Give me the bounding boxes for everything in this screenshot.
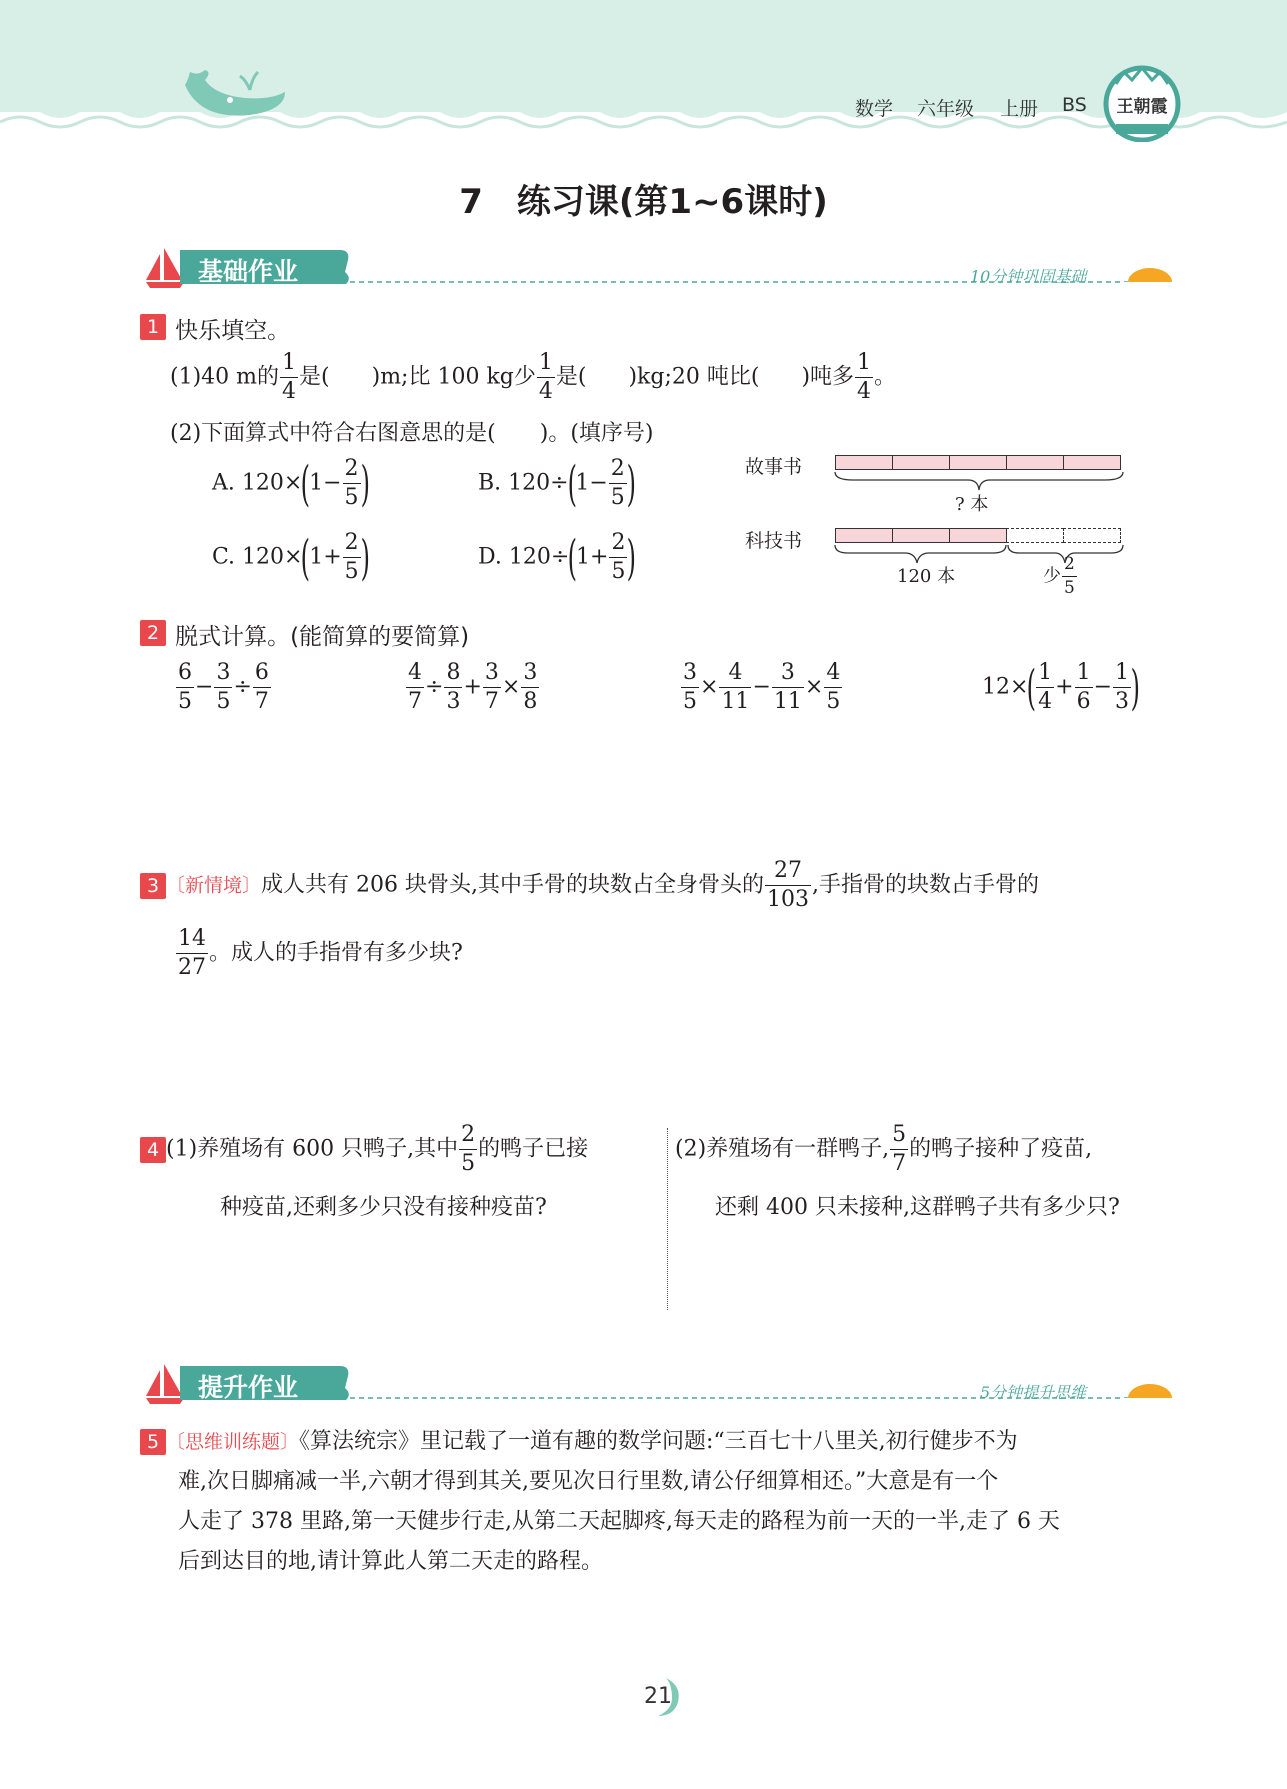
- page-title: 7 练习课(第1~6课时): [459, 182, 828, 222]
- option-label: D.: [478, 544, 502, 570]
- fraction-3-11: [772, 662, 804, 713]
- frac-num: 14: [176, 928, 208, 954]
- frac-num: 6: [176, 662, 194, 688]
- story-bar-segment: [835, 455, 893, 470]
- frac-den: 7: [408, 689, 422, 714]
- brand-logo: [1102, 62, 1182, 142]
- minus-sign: −: [195, 674, 214, 700]
- frac-den: 3: [1115, 689, 1130, 714]
- section-advanced-banner: [140, 1360, 1180, 1404]
- q5-number: 5: [140, 1429, 166, 1455]
- q4-right-line-2: 还剩 400 只未接种,这群鸭子共有多少只?: [715, 1195, 1120, 1220]
- story-bar-segment: [892, 455, 950, 470]
- fraction-1-4: [855, 352, 873, 403]
- frac-den: 5: [1064, 578, 1075, 598]
- q1-p1-text-b: 是(: [299, 364, 330, 390]
- option-op: −: [323, 470, 342, 496]
- option-one: 1: [309, 470, 324, 496]
- times-sign: ×: [804, 674, 824, 700]
- fraction-1-4: [280, 352, 298, 403]
- section-basic-subtitle: 10分钟巩固基础: [970, 267, 1087, 286]
- q5-tag: 〔思维训练题〕: [166, 1431, 300, 1453]
- frac-num: 5: [890, 1124, 908, 1150]
- story-bar-segment: [949, 455, 1007, 470]
- q1-option-b: B. 120÷(1− $\frac{2}{5}$ ): [478, 455, 636, 512]
- fraction-5-7: [890, 1124, 908, 1175]
- frac-num: 6: [253, 662, 271, 688]
- q4-divider: [667, 1128, 668, 1310]
- section-advanced-subtitle: 5分钟提升思维: [980, 1383, 1087, 1402]
- q3-text-b: ,手指骨的块数占手骨的: [812, 872, 1039, 898]
- fraction-6-7: [253, 662, 271, 713]
- q1-option-c: C. 120×(1+ $\frac{2}{5}$ ): [212, 529, 370, 586]
- q4-left-text-b: 的鸭子已接: [478, 1136, 589, 1162]
- frac-den: 5: [178, 689, 192, 714]
- fraction-8-3: [444, 662, 462, 713]
- frac-num: 3: [772, 662, 804, 688]
- q4-right-text-a: (2)养殖场有一群鸭子,: [675, 1136, 890, 1162]
- q2-number: 2: [140, 620, 166, 646]
- times-sign: ×: [501, 674, 521, 700]
- frac-den: 5: [461, 1151, 476, 1176]
- frac-den: 5: [683, 689, 697, 714]
- frac-num: 2: [343, 532, 361, 558]
- frac-den: 4: [538, 379, 553, 404]
- frac-den: 3: [446, 689, 461, 714]
- frac-num: 2: [343, 458, 361, 484]
- fraction-4-11: [719, 662, 751, 713]
- frac-num: 2: [1062, 556, 1077, 577]
- option-label: B.: [478, 470, 502, 496]
- volume-label: 上册: [1000, 98, 1039, 120]
- frac-den: 5: [610, 485, 625, 510]
- q1-part1: [170, 352, 896, 403]
- q3-line-2: [175, 928, 463, 979]
- frac-num: 1: [1075, 662, 1093, 688]
- tech-known-label: 120 本: [897, 566, 956, 587]
- option-one: 1: [309, 544, 324, 570]
- fraction-2-5: [459, 1124, 477, 1175]
- fraction-2-5: [1062, 556, 1077, 597]
- q1-number: 1: [140, 314, 166, 340]
- fraction-1-3: [1113, 662, 1131, 713]
- frac-num: 2: [609, 458, 627, 484]
- twelve-times: 12×: [982, 674, 1029, 700]
- option-one: 1: [575, 470, 590, 496]
- fraction-6-5: [176, 662, 194, 713]
- option-expr: 120÷: [508, 544, 570, 570]
- tech-bar-segment: [835, 528, 893, 543]
- tech-bar-segment: [892, 528, 950, 543]
- q1-p1-text-g: 。: [874, 364, 897, 390]
- q4-left-text-a: (1)养殖场有 600 只鸭子,其中: [166, 1136, 459, 1162]
- frac-num: 1: [1113, 662, 1131, 688]
- fraction-3-8: [521, 662, 539, 713]
- q1-title: 快乐填空。: [175, 318, 291, 344]
- frac-num: 3: [681, 662, 699, 688]
- q5-line-2: 难,次日脚痛减一半,六朝才得到其关,要见次日行里数,请公仔细算相还。”大意是有一个: [178, 1469, 999, 1494]
- fraction-2-5: [343, 532, 361, 583]
- frac-den: 11: [773, 689, 802, 714]
- frac-den: 27: [178, 955, 206, 980]
- tech-bar-segment-dashed: [1063, 528, 1121, 543]
- tech-label: 科技书: [745, 530, 803, 552]
- q3-number: 3: [140, 873, 166, 899]
- q4-right-text-b: 的鸭子接种了疫苗,: [909, 1136, 1093, 1162]
- divide-sign: ÷: [233, 674, 252, 700]
- frac-num: 27: [765, 860, 811, 886]
- divide-sign: ÷: [425, 674, 444, 700]
- frac-num: 8: [444, 662, 462, 688]
- q1-part2: (2)下面算式中符合右图意思的是( )。(填序号): [170, 421, 654, 446]
- frac-den: 7: [892, 1151, 907, 1176]
- q4-left-line-2: 种疫苗,还剩多少只没有接种疫苗?: [220, 1195, 547, 1220]
- frac-den: 8: [523, 689, 538, 714]
- option-expr: 120÷: [508, 470, 569, 496]
- option-label: A.: [212, 470, 235, 496]
- section-advanced-title: 提升作业: [198, 1373, 299, 1402]
- q1-p1-text-f: )吨多: [801, 364, 855, 390]
- section-basic-banner: [140, 244, 1180, 288]
- fraction-14-27: [176, 928, 208, 979]
- q1-heading: [140, 312, 290, 345]
- q5-line-1: [140, 1424, 1018, 1455]
- fraction-1-4: [1036, 662, 1054, 713]
- page-number: 21: [644, 1684, 672, 1709]
- frac-den: 11: [721, 689, 750, 714]
- q1-option-d: D. 120÷(1+ $\frac{2}{5}$ ): [478, 529, 637, 586]
- q1-option-a: A. 120×(1− $\frac{2}{5}$ ): [212, 455, 370, 512]
- minus-sign: −: [752, 674, 771, 700]
- q2-expr-3: [680, 662, 843, 713]
- q2-expr-1: [175, 662, 272, 713]
- frac-num: 1: [1036, 662, 1054, 688]
- story-unknown-label: ? 本: [955, 494, 989, 515]
- q4-number: 4: [140, 1137, 166, 1163]
- fraction-4-7: [406, 662, 424, 713]
- q1-p1-text-e: )kg;20 吨比(: [628, 364, 760, 390]
- frac-den: 5: [611, 559, 626, 584]
- fraction-2-5: [609, 458, 627, 509]
- fraction-1-6: [1075, 662, 1093, 713]
- frac-den: 103: [767, 887, 809, 912]
- frac-num: 4: [406, 662, 424, 688]
- q2-heading: [140, 618, 469, 651]
- frac-num: 1: [537, 352, 555, 378]
- q1-bar-diagram: [745, 440, 1135, 610]
- header-band: [0, 0, 1287, 150]
- option-expr: 120×: [242, 544, 303, 570]
- option-one: 1: [576, 544, 591, 570]
- frac-den: 5: [826, 689, 841, 714]
- q2-expr-2: [405, 662, 540, 713]
- q4-right-line-1: [675, 1124, 1092, 1175]
- option-label: C.: [212, 544, 236, 570]
- frac-den: 5: [216, 689, 231, 714]
- q1-p1-text-d: 是(: [555, 364, 587, 390]
- grade-label: 六年级: [917, 98, 975, 120]
- frac-num: 1: [855, 352, 873, 378]
- q3-tag: 〔新情境〕: [166, 874, 262, 897]
- plus-sign: +: [1055, 674, 1074, 700]
- frac-num: 1: [280, 352, 298, 378]
- fraction-1-4: [537, 352, 555, 403]
- story-label: 故事书: [745, 456, 803, 478]
- fraction-4-5: [824, 662, 842, 713]
- page-number-badge: [636, 1672, 686, 1722]
- q5-line-3: 人走了 378 里路,第一天健步行走,从第二天起脚疼,每天走的路程为前一天的一半,走了 6 天: [178, 1509, 1060, 1534]
- fraction-3-7: [483, 662, 501, 713]
- fraction-3-5: [214, 662, 232, 713]
- option-op: −: [589, 470, 608, 496]
- frac-num: 4: [824, 662, 842, 688]
- frac-num: 2: [459, 1124, 477, 1150]
- frac-den: 4: [857, 379, 872, 404]
- story-bar-segment: [1006, 455, 1064, 470]
- q1-p1-text-a: (1)40 m的: [170, 364, 280, 390]
- q5-line-4: 后到达目的地,请计算此人第二天走的路程。: [178, 1549, 603, 1574]
- frac-num: 3: [521, 662, 539, 688]
- frac-den: 7: [484, 689, 499, 714]
- plus-sign: +: [463, 674, 482, 700]
- q3-line-1: [140, 860, 1039, 911]
- brand-name: 王朝霞: [1116, 97, 1168, 117]
- frac-den: 4: [1038, 689, 1053, 714]
- less-text: 少: [1043, 565, 1061, 587]
- q3-text-c: 。成人的手指骨有多少块?: [209, 940, 463, 966]
- q3-text-a: 成人共有 206 块骨头,其中手骨的块数占全身骨头的: [261, 872, 764, 898]
- fraction-3-5: [681, 662, 699, 713]
- subject-label: 数学: [855, 98, 894, 120]
- frac-den: 5: [344, 559, 359, 584]
- frac-num: 2: [609, 532, 627, 558]
- q5-text-line: 《算法统宗》里记载了一道有趣的数学问题:“三百七十八里关,初行健步不为: [299, 1429, 1018, 1454]
- q4-left-line-1: [140, 1124, 588, 1175]
- edition-label: BS: [1062, 94, 1087, 116]
- frac-den: 4: [282, 379, 297, 404]
- tech-bar-segment-dashed: [1006, 528, 1064, 543]
- fraction-2-5: [609, 532, 627, 583]
- fraction-2-5: [343, 458, 361, 509]
- tech-bar-segment: [949, 528, 1007, 543]
- frac-num: 4: [719, 662, 751, 688]
- tech-brace: [833, 543, 1125, 567]
- frac-den: 7: [254, 689, 269, 714]
- frac-den: 5: [344, 485, 359, 510]
- fraction-27-103: [765, 860, 811, 911]
- times-sign: ×: [700, 674, 719, 700]
- q1-p1-text-c: )m;比 100 kg少: [371, 364, 536, 390]
- q2-expr-4: 12×( $\frac{1}{4}$ + $\frac{1}{6}$ − $\frac{1}{3}$ ): [982, 659, 1141, 716]
- frac-den: 6: [1076, 689, 1091, 714]
- option-op: +: [323, 544, 342, 570]
- frac-num: 3: [214, 662, 232, 688]
- story-bar-segment: [1063, 455, 1121, 470]
- q2-title: 脱式计算。(能简算的要简算): [175, 624, 470, 650]
- frac-num: 3: [483, 662, 501, 688]
- minus-sign: −: [1093, 674, 1113, 700]
- option-expr: 120×: [241, 470, 303, 496]
- tech-less-label: [1043, 556, 1078, 597]
- option-op: +: [590, 544, 609, 570]
- section-basic-title: 基础作业: [198, 257, 299, 286]
